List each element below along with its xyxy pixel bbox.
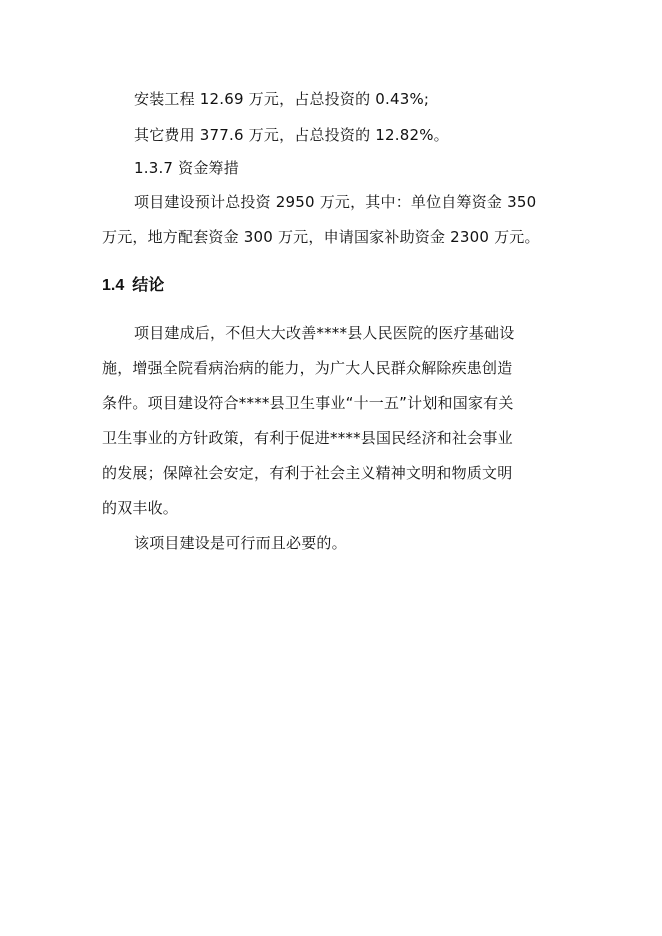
other-cost-line: 其它费用 377.6 万元，占总投资的 12.82%。 — [134, 126, 449, 144]
funding-paragraph-line-2: 万元，地方配套资金 300 万元，申请国家补助资金 2300 万元。 — [102, 228, 540, 246]
conclusion-heading-number: 1.4 — [102, 277, 125, 294]
conclusion-heading-title: 结论 — [132, 275, 165, 294]
conclusion-paragraph-line-3: 条件。项目建设符合****县卫生事业“十一五”计划和国家有关 — [102, 394, 514, 412]
conclusion-heading — [102, 274, 164, 297]
conclusion-paragraph-line-1: 项目建成后，不但大大改善****县人民医院的医疗基础设 — [134, 324, 515, 342]
funding-paragraph-line-1: 项目建设预计总投资 2950 万元，其中：单位自筹资金 350 — [134, 193, 537, 211]
funding-subheading: 1.3.7 资金筹措 — [134, 159, 239, 177]
installation-cost-line: 安装工程 12.69 万元，占总投资的 0.43%; — [134, 90, 430, 108]
conclusion-paragraph-line-6: 的双丰收。 — [102, 499, 179, 517]
conclusion-final-statement: 该项目建设是可行而且必要的。 — [134, 534, 347, 552]
conclusion-paragraph-line-5: 的发展；保障社会安定，有利于社会主义精神文明和物质文明 — [102, 464, 513, 482]
conclusion-paragraph-line-4: 卫生事业的方针政策，有利于促进****县国民经济和社会事业 — [102, 429, 513, 447]
conclusion-paragraph-line-2: 施，增强全院看病治病的能力，为广大人民群众解除疾患创造 — [102, 359, 513, 377]
